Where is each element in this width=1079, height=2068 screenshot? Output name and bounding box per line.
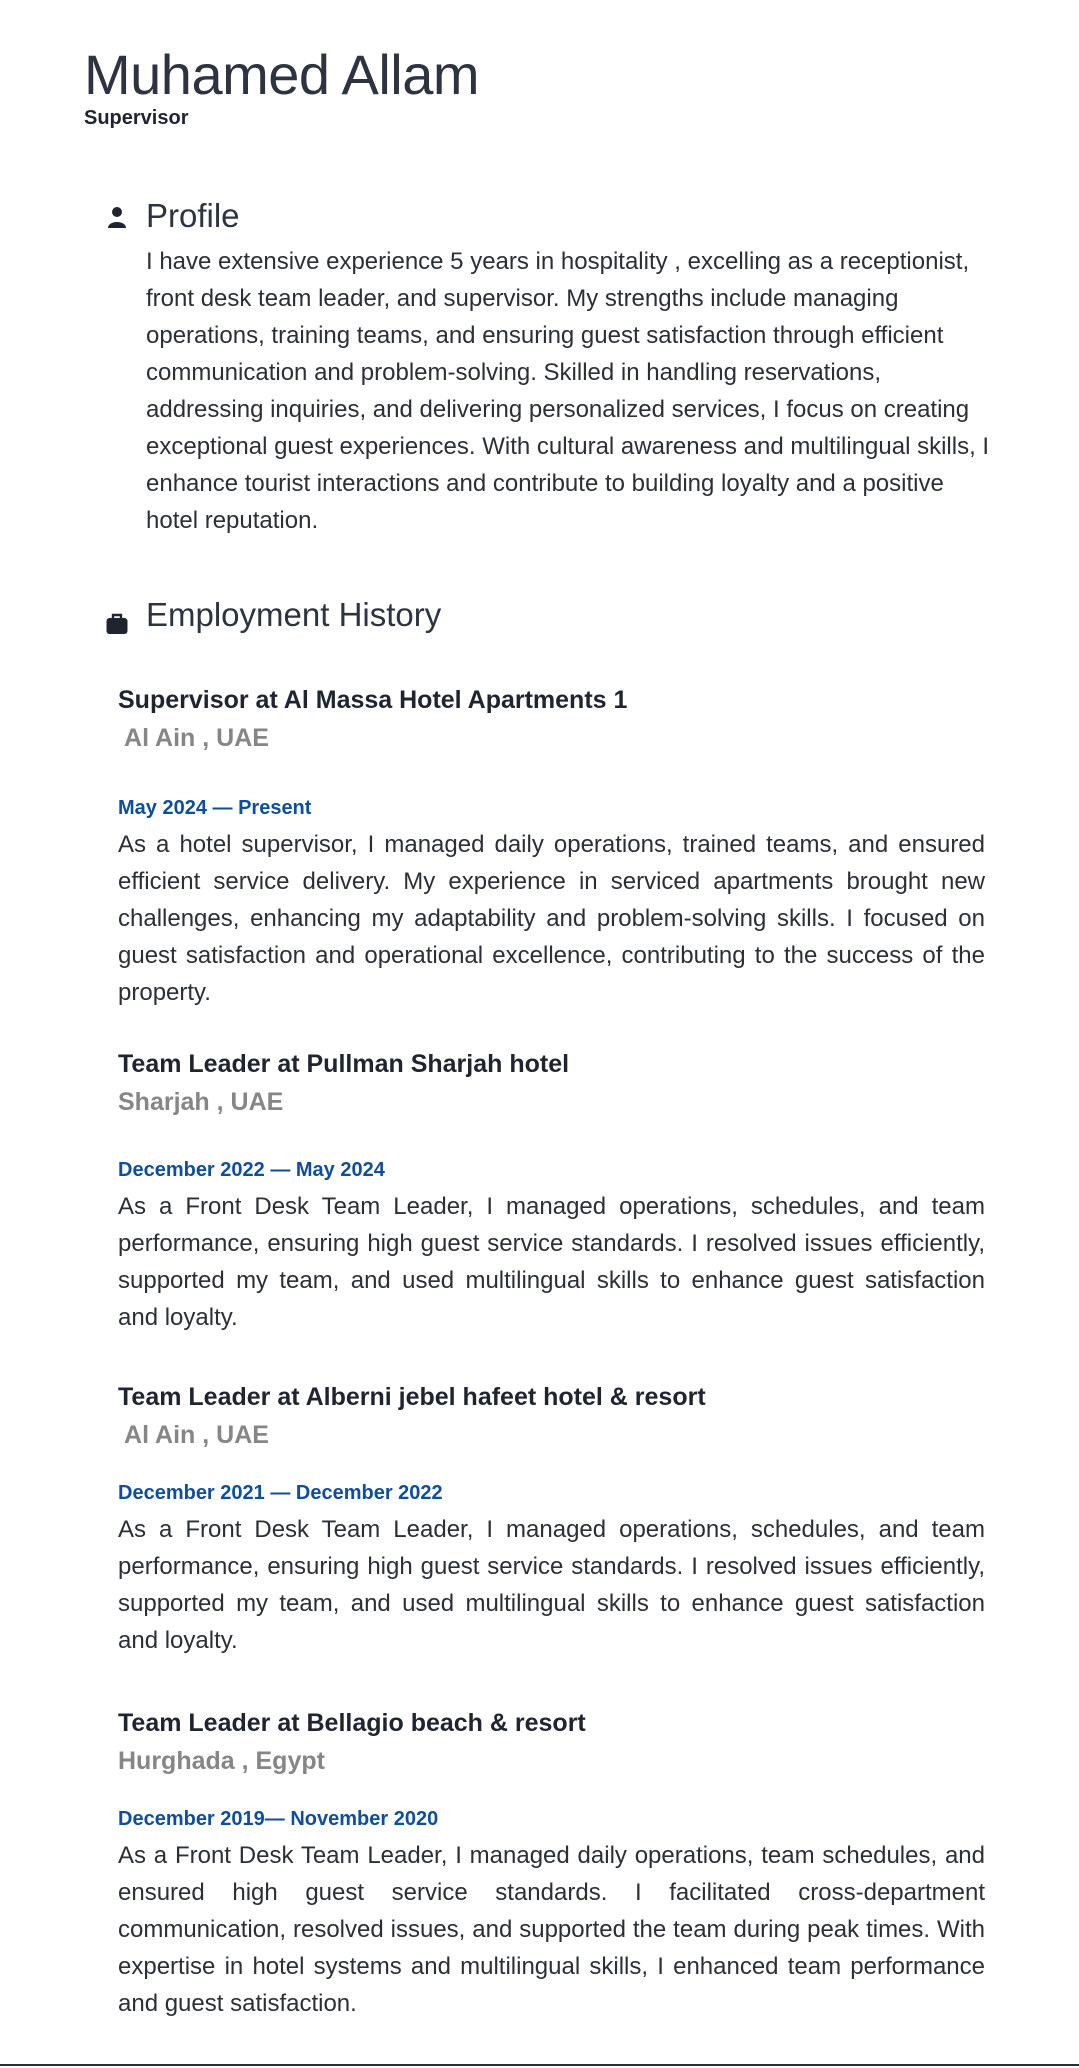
- profile-heading: Profile: [146, 197, 240, 234]
- job-description: As a hotel supervisor, I managed daily operations, trained teams, and ensured efficient service delivery. My experience in serviced apartments brought new challenges, enhancing my adaptability and problem-solving skills. I focused on guest satisfaction and operational excellence, contributing to the success of the property.: [118, 831, 985, 1006]
- job-title: Supervisor at Al Massa Hotel Apartments 1: [118, 686, 628, 714]
- job-dates: December 2022 — May 2024: [118, 1159, 385, 1181]
- person-icon: [106, 205, 128, 229]
- job-description: As a Front Desk Team Leader, I managed daily operations, team schedules, and ensured high guest service standards. I facilitated cross-department communication, resolved issues, and supported the team during peak times. With expertise in hotel systems and multilingual skills, I enhanced team performance and guest satisfaction.: [118, 1842, 985, 2017]
- job-dates: December 2021 — December 2022: [118, 1482, 443, 1504]
- job-description: As a Front Desk Team Leader, I managed operations, schedules, and team performance, ensuring high guest service standards. I resolved issues efficiently, supported my team, and used multilingual skills to enhance guest satisfaction and loyalty.: [118, 1193, 985, 1331]
- job-location: Al Ain , UAE: [118, 1421, 269, 1449]
- job-location: Al Ain , UAE: [118, 724, 269, 752]
- job-entry: [118, 1379, 985, 1659]
- profile-text: I have extensive experience 5 years in hospitality , excelling as a receptionist, front desk team leader, and supervisor. My strengths include managing operations, training teams, and ensuring guest satisfaction through efficient communication and problem-solving. Skilled in handling reservations, addressing inquiries, and delivering personalized services, I focus on creating exceptional guest experiences. With cultural awareness and multilingual skills, I enhance tourist interactions and contribute to building loyalty and a positive hotel reputation.: [146, 248, 990, 534]
- job-dates: May 2024 — Present: [118, 797, 312, 819]
- job-dates: December 2019— November 2020: [118, 1808, 439, 1830]
- job-title: Team Leader at Bellagio beach & resort: [118, 1709, 586, 1737]
- job-entry: [118, 1046, 985, 1336]
- job-description: As a Front Desk Team Leader, I managed operations, schedules, and team performance, ensuring high guest service standards. I resolved issues efficiently, supported my team, and used multilingual skills to enhance guest satisfaction and loyalty.: [118, 1516, 985, 1654]
- job-location: Hurghada , Egypt: [118, 1747, 325, 1775]
- page-bottom-divider: [0, 2064, 1079, 2066]
- job-location: Sharjah , UAE: [118, 1088, 284, 1116]
- job-entry: [118, 682, 985, 1011]
- employment-heading: Employment History: [146, 596, 442, 633]
- job-entry: [118, 1705, 985, 2022]
- job-title: Team Leader at Alberni jebel hafeet hotel & resort: [118, 1383, 706, 1411]
- job-title: Team Leader at Pullman Sharjah hotel: [118, 1050, 570, 1078]
- candidate-title: Supervisor: [84, 107, 189, 129]
- candidate-name: Muhamed Allam: [84, 43, 480, 106]
- briefcase-icon: [106, 612, 128, 636]
